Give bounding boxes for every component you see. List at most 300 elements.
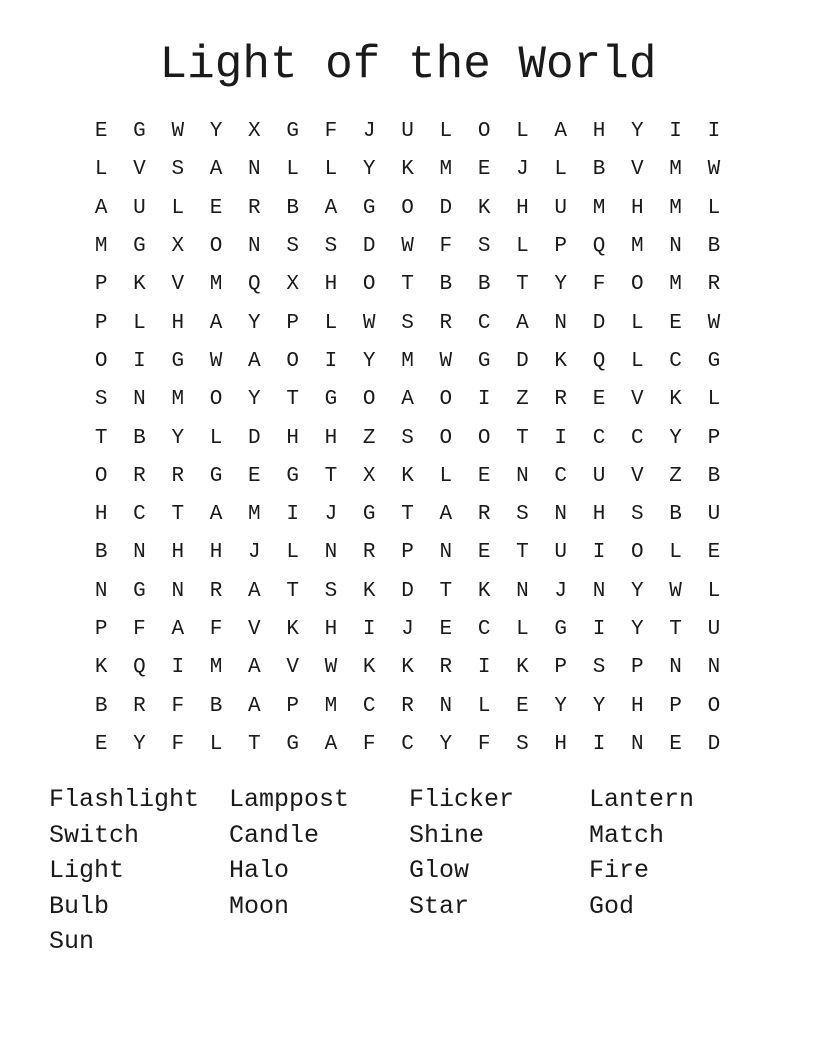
letter-grid — [82, 113, 733, 764]
grid-letter: O — [209, 388, 223, 412]
grid-letter: Z — [516, 388, 529, 412]
grid-letter: K — [401, 464, 414, 488]
grid-letter: T — [516, 426, 529, 450]
grid-letter: G — [286, 464, 299, 488]
grid-letter: E — [477, 158, 491, 182]
grid-letter: R — [248, 196, 261, 220]
grid-letter: J — [401, 618, 414, 641]
grid-letter: M — [631, 235, 644, 259]
grid-letter: P — [94, 273, 108, 297]
grid-letter: L — [669, 541, 682, 565]
grid-letter: L — [439, 120, 453, 144]
grid-letter: I — [324, 349, 338, 373]
grid-letter: R — [401, 694, 414, 718]
word-bank-item: God — [589, 891, 635, 921]
grid-letter: N — [516, 464, 529, 488]
grid-letter: N — [707, 656, 721, 680]
grid-letter: G — [133, 120, 146, 144]
grid-letter: W — [707, 311, 721, 335]
grid-letter: L — [324, 311, 338, 335]
grid-letter: A — [248, 656, 261, 680]
grid-letter: S — [401, 311, 414, 335]
grid-letter: E — [94, 120, 108, 144]
word-bank-item: Moon — [229, 891, 290, 921]
grid-letter: L — [554, 158, 568, 182]
grid-letter: H — [209, 541, 223, 565]
grid-letter: M — [94, 235, 108, 259]
word-bank-item: Bulb — [49, 891, 110, 921]
grid-letter: U — [592, 464, 606, 488]
grid-letter: Y — [631, 120, 644, 144]
grid-letter: Z — [669, 464, 682, 488]
grid-letter: I — [669, 120, 682, 144]
grid-letter: X — [171, 235, 185, 259]
grid-letter: A — [324, 196, 338, 220]
grid-letter: C — [401, 732, 414, 756]
grid-letter: L — [133, 311, 146, 335]
grid-letter: R — [554, 388, 568, 412]
grid-row — [82, 151, 733, 189]
grid-letter: L — [477, 694, 491, 718]
grid-letter: F — [477, 732, 491, 756]
grid-row — [82, 266, 733, 304]
grid-letter: U — [554, 541, 568, 565]
grid-letter: X — [362, 464, 376, 488]
grid-letter: E — [94, 732, 108, 756]
grid-letter: K — [362, 579, 376, 603]
grid-row — [82, 419, 733, 457]
word-bank-item: Lamppost — [229, 785, 350, 814]
grid-letter: L — [324, 158, 338, 182]
grid-letter: I — [477, 388, 491, 412]
grid-letter: Q — [133, 656, 146, 680]
grid-letter: P — [94, 311, 108, 335]
grid-letter: T — [286, 579, 299, 603]
grid-letter: A — [554, 120, 568, 144]
grid-letter: T — [248, 732, 261, 756]
grid-letter: S — [631, 503, 644, 527]
grid-letter: L — [516, 235, 529, 259]
grid-letter: B — [592, 158, 606, 182]
grid-letter: F — [592, 273, 606, 297]
grid-letter: C — [133, 503, 146, 527]
grid-letter: R — [439, 656, 453, 680]
grid-letter: N — [439, 541, 453, 565]
word-bank-item: Match — [589, 820, 665, 850]
grid-letter: P — [554, 235, 568, 259]
grid-letter: K — [286, 618, 299, 641]
grid-letter: P — [631, 656, 644, 680]
grid-letter: E — [477, 464, 491, 488]
grid-letter: W — [401, 235, 414, 259]
grid-letter: V — [286, 656, 299, 680]
grid-letter: N — [554, 503, 568, 527]
grid-row — [82, 573, 733, 611]
grid-letter: T — [94, 426, 108, 450]
grid-letter: Y — [631, 579, 644, 603]
grid-letter: R — [477, 503, 491, 527]
grid-letter: V — [631, 158, 644, 182]
grid-letter: O — [362, 388, 376, 412]
grid-letter: T — [439, 579, 453, 603]
grid-letter: A — [516, 311, 529, 335]
grid-letter: K — [554, 349, 568, 373]
grid-letter: I — [362, 618, 376, 641]
grid-letter: L — [171, 196, 185, 220]
grid-letter: M — [439, 158, 453, 182]
grid-letter: P — [94, 618, 108, 641]
grid-row — [82, 534, 733, 572]
grid-letter: H — [324, 618, 338, 641]
word-bank-item: Light — [49, 856, 125, 885]
grid-letter: L — [286, 541, 299, 565]
grid-letter: L — [209, 732, 223, 756]
grid-letter: N — [554, 311, 568, 335]
grid-letter: A — [171, 618, 185, 641]
grid-letter: F — [362, 732, 376, 756]
grid-letter: L — [707, 196, 721, 220]
grid-letter: G — [324, 388, 338, 412]
grid-letter: H — [554, 732, 568, 756]
grid-letter: N — [248, 235, 261, 259]
grid-letter: M — [324, 694, 338, 718]
grid-letter: D — [401, 579, 414, 603]
grid-letter: R — [439, 311, 453, 335]
grid-letter: F — [171, 694, 185, 718]
grid-letter: I — [133, 349, 146, 373]
grid-letter: G — [554, 618, 568, 641]
grid-letter: H — [631, 694, 644, 718]
grid-letter: S — [286, 235, 299, 259]
grid-letter: N — [669, 656, 682, 680]
grid-letter: C — [477, 311, 491, 335]
grid-letter: K — [401, 656, 414, 680]
grid-letter: K — [516, 656, 529, 680]
grid-letter: D — [248, 426, 261, 450]
grid-letter: A — [209, 503, 223, 527]
grid-letter: H — [171, 541, 185, 565]
grid-letter: C — [669, 349, 682, 373]
word-bank-item: Flicker — [409, 785, 515, 814]
grid-letter: P — [286, 694, 299, 718]
grid-letter: S — [171, 158, 185, 182]
grid-letter: L — [209, 426, 223, 450]
grid-letter: K — [669, 388, 682, 412]
grid-letter: K — [401, 158, 414, 182]
grid-letter: U — [707, 503, 721, 527]
grid-letter: L — [631, 349, 644, 373]
grid-letter: K — [133, 273, 146, 297]
grid-letter: D — [592, 311, 606, 335]
grid-letter: Y — [592, 694, 606, 718]
grid-letter: N — [133, 388, 146, 412]
grid-row — [82, 304, 733, 342]
grid-row — [82, 343, 733, 381]
grid-letter: B — [94, 541, 108, 565]
grid-letter: I — [707, 120, 721, 144]
grid-letter: G — [133, 235, 146, 259]
grid-letter: S — [592, 656, 606, 680]
grid-letter: O — [94, 349, 108, 373]
grid-letter: F — [209, 618, 223, 641]
grid-row — [82, 113, 733, 151]
grid-letter: V — [171, 273, 185, 297]
grid-letter: N — [133, 541, 146, 565]
grid-letter: M — [669, 273, 682, 297]
grid-letter: H — [516, 196, 529, 220]
grid-letter: G — [362, 196, 376, 220]
grid-letter: H — [324, 426, 338, 450]
grid-letter: O — [631, 541, 644, 565]
grid-letter: U — [401, 120, 414, 144]
grid-letter: W — [439, 349, 453, 373]
grid-letter: T — [669, 618, 682, 641]
grid-letter: A — [209, 158, 223, 182]
grid-letter: H — [171, 311, 185, 335]
grid-letter: S — [94, 388, 108, 412]
grid-letter: Y — [554, 273, 568, 297]
grid-letter: M — [401, 349, 414, 373]
grid-letter: V — [631, 388, 644, 412]
grid-letter: K — [477, 579, 491, 603]
grid-letter: E — [707, 541, 721, 565]
grid-letter: R — [209, 579, 223, 603]
grid-letter: J — [362, 120, 376, 144]
grid-letter: E — [209, 196, 223, 220]
grid-letter: G — [286, 732, 299, 756]
grid-letter: O — [707, 694, 721, 718]
grid-letter: B — [477, 273, 491, 297]
grid-letter: H — [592, 120, 606, 144]
grid-letter: G — [133, 579, 146, 603]
grid-letter: T — [324, 464, 338, 488]
word-bank-item: Sun — [49, 927, 95, 956]
grid-letter: P — [401, 541, 414, 565]
grid-letter: B — [133, 426, 146, 450]
grid-letter: O — [362, 273, 376, 297]
grid-letter: G — [362, 503, 376, 527]
grid-letter: E — [669, 311, 682, 335]
grid-letter: J — [324, 503, 338, 527]
grid-letter: R — [707, 273, 721, 297]
grid-letter: F — [324, 120, 338, 144]
grid-letter: C — [477, 618, 491, 641]
grid-letter: I — [592, 541, 606, 565]
grid-letter: G — [286, 120, 299, 144]
grid-letter: P — [707, 426, 721, 450]
grid-letter: N — [592, 579, 606, 603]
word-bank-item: Glow — [409, 856, 470, 885]
page-title: Light of the World — [159, 39, 657, 91]
grid-letter: O — [439, 388, 453, 412]
grid-letter: W — [324, 656, 338, 680]
grid-letter: B — [94, 694, 108, 718]
grid-letter: H — [94, 503, 108, 527]
grid-letter: Y — [209, 120, 223, 144]
grid-letter: B — [669, 503, 682, 527]
grid-letter: Y — [669, 426, 682, 450]
grid-letter: Y — [439, 732, 453, 756]
grid-letter: B — [707, 235, 721, 259]
grid-letter: B — [439, 273, 453, 297]
grid-letter: L — [286, 158, 299, 182]
grid-letter: H — [631, 196, 644, 220]
grid-letter: L — [707, 388, 721, 412]
grid-letter: T — [401, 503, 414, 527]
grid-letter: A — [94, 196, 108, 220]
grid-letter: D — [516, 349, 529, 373]
grid-letter: Y — [133, 732, 146, 756]
grid-letter: L — [439, 464, 453, 488]
grid-letter: V — [133, 158, 146, 182]
grid-letter: M — [209, 273, 223, 297]
grid-letter: Y — [554, 694, 568, 718]
word-bank-item: Switch — [49, 820, 140, 850]
grid-row — [82, 228, 733, 266]
grid-letter: X — [248, 120, 261, 144]
grid-letter: D — [362, 235, 376, 259]
grid-letter: K — [477, 196, 491, 220]
grid-letter: O — [94, 464, 108, 488]
grid-letter: E — [516, 694, 529, 718]
grid-letter: S — [401, 426, 414, 450]
grid-letter: I — [477, 656, 491, 680]
grid-letter: O — [477, 120, 491, 144]
grid-letter: A — [248, 694, 261, 718]
grid-letter: R — [362, 541, 376, 565]
grid-letter: U — [133, 196, 146, 220]
grid-letter: E — [592, 388, 606, 412]
grid-letter: L — [516, 618, 529, 641]
grid-letter: B — [286, 196, 299, 220]
grid-row — [82, 381, 733, 419]
grid-letter: M — [248, 503, 261, 527]
grid-letter: E — [248, 464, 261, 488]
grid-row — [82, 687, 733, 725]
grid-row — [82, 496, 733, 534]
grid-letter: H — [286, 426, 299, 450]
word-bank-item: Shine — [409, 820, 485, 850]
grid-letter: V — [631, 464, 644, 488]
word-bank-item: Candle — [229, 820, 320, 850]
grid-letter: N — [631, 732, 644, 756]
grid-letter: R — [133, 694, 146, 718]
grid-letter: A — [248, 349, 261, 373]
grid-letter: F — [171, 732, 185, 756]
grid-letter: P — [286, 311, 299, 335]
grid-letter: Y — [631, 618, 644, 641]
grid-row — [82, 649, 733, 687]
grid-letter: C — [362, 694, 376, 718]
word-bank — [49, 782, 769, 960]
grid-letter: M — [669, 158, 682, 182]
grid-letter: Y — [171, 426, 185, 450]
grid-letter: C — [631, 426, 644, 450]
word-bank-item: Fire — [589, 856, 650, 885]
grid-letter: P — [669, 694, 682, 718]
grid-letter: I — [554, 426, 568, 450]
grid-letter: A — [324, 732, 338, 756]
grid-letter: M — [209, 656, 223, 680]
grid-letter: I — [171, 656, 185, 680]
grid-letter: L — [94, 158, 108, 182]
grid-letter: N — [439, 694, 453, 718]
grid-letter: H — [324, 273, 338, 297]
grid-letter: N — [171, 579, 185, 603]
grid-letter: E — [439, 618, 453, 641]
grid-letter: J — [516, 158, 529, 182]
grid-letter: M — [592, 196, 606, 220]
grid-letter: L — [516, 120, 529, 144]
grid-letter: P — [554, 656, 568, 680]
grid-letter: C — [554, 464, 568, 488]
grid-letter: L — [707, 579, 721, 603]
grid-letter: E — [669, 732, 682, 756]
grid-letter: S — [516, 732, 529, 756]
grid-letter: X — [286, 273, 299, 297]
grid-letter: B — [209, 694, 223, 718]
grid-letter: O — [477, 426, 491, 450]
word-bank-item: Lantern — [589, 785, 695, 814]
grid-letter: R — [171, 464, 185, 488]
grid-letter: O — [631, 273, 644, 297]
grid-letter: Q — [592, 235, 606, 259]
grid-letter: S — [324, 235, 338, 259]
grid-row — [82, 726, 733, 764]
grid-letter: M — [669, 196, 682, 220]
grid-letter: K — [362, 656, 376, 680]
grid-letter: U — [707, 618, 721, 641]
grid-letter: J — [248, 541, 261, 565]
grid-letter: I — [592, 732, 606, 756]
grid-letter: Z — [362, 426, 376, 450]
grid-letter: A — [248, 579, 261, 603]
grid-letter: G — [707, 349, 721, 373]
grid-letter: W — [171, 120, 185, 144]
grid-letter: D — [707, 732, 721, 756]
grid-letter: A — [439, 503, 453, 527]
grid-letter: S — [477, 235, 491, 259]
word-bank-item: Star — [409, 891, 470, 921]
grid-letter: Y — [362, 349, 376, 373]
grid-letter: O — [401, 196, 414, 220]
grid-letter: T — [516, 273, 529, 297]
grid-letter: T — [286, 388, 299, 412]
grid-letter: O — [439, 426, 453, 450]
grid-letter: Y — [248, 388, 261, 412]
grid-letter: W — [362, 311, 376, 335]
grid-letter: F — [439, 235, 453, 259]
grid-letter: W — [669, 579, 682, 603]
grid-letter: K — [94, 656, 108, 680]
grid-letter: H — [592, 503, 606, 527]
grid-letter: T — [401, 273, 414, 297]
grid-letter: L — [631, 311, 644, 335]
grid-letter: T — [171, 503, 185, 527]
word-bank-item: Flashlight — [49, 785, 200, 814]
grid-letter: U — [554, 196, 568, 220]
grid-letter: E — [477, 541, 491, 565]
grid-letter: M — [171, 388, 185, 412]
grid-letter: D — [439, 196, 453, 220]
grid-letter: Q — [592, 349, 606, 373]
grid-letter: B — [707, 464, 721, 488]
grid-letter: J — [554, 579, 568, 603]
grid-letter: G — [477, 349, 491, 373]
grid-letter: I — [286, 503, 299, 527]
grid-letter: N — [248, 158, 261, 182]
grid-letter: N — [669, 235, 682, 259]
